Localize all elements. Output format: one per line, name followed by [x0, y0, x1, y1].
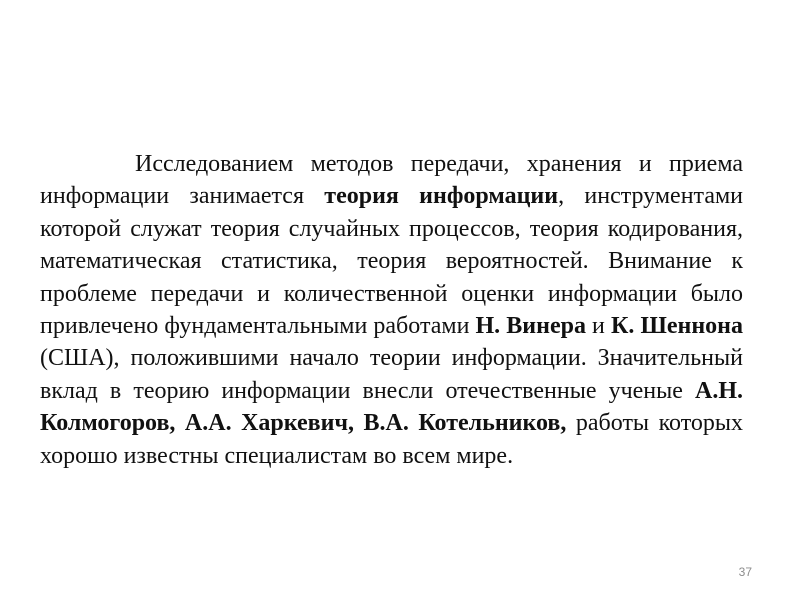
authors-soviet-scientists: А.Н. Колмогоров, А.А. Харкевич, В.А. Котельников, — [40, 377, 743, 437]
text-segment: работы которых хорошо известны специалистам во всем мире. — [40, 410, 743, 469]
text-segment: Исследованием методов передачи, хранения и приема информации занимается — [40, 151, 743, 210]
text-segment: (США), положившими начало теории информации. Значительный вклад в теорию информации внесли отечественные ученые — [40, 345, 743, 404]
author-wiener: Н. Винера — [475, 313, 586, 340]
text-segment: , инструментами которой служат теория случайных процессов, теория кодирования, математическая статистика, теория вероятностей. Внимание к проблеме передачи и количественной оценки информации было привлечено фундаментальными работами — [40, 183, 744, 340]
author-shannon: К. Шеннона — [611, 313, 743, 340]
term-information-theory: теория информации — [324, 183, 559, 210]
page-number: 37 — [738, 565, 752, 579]
text-segment: и — [585, 313, 611, 340]
body-paragraph — [40, 148, 743, 472]
